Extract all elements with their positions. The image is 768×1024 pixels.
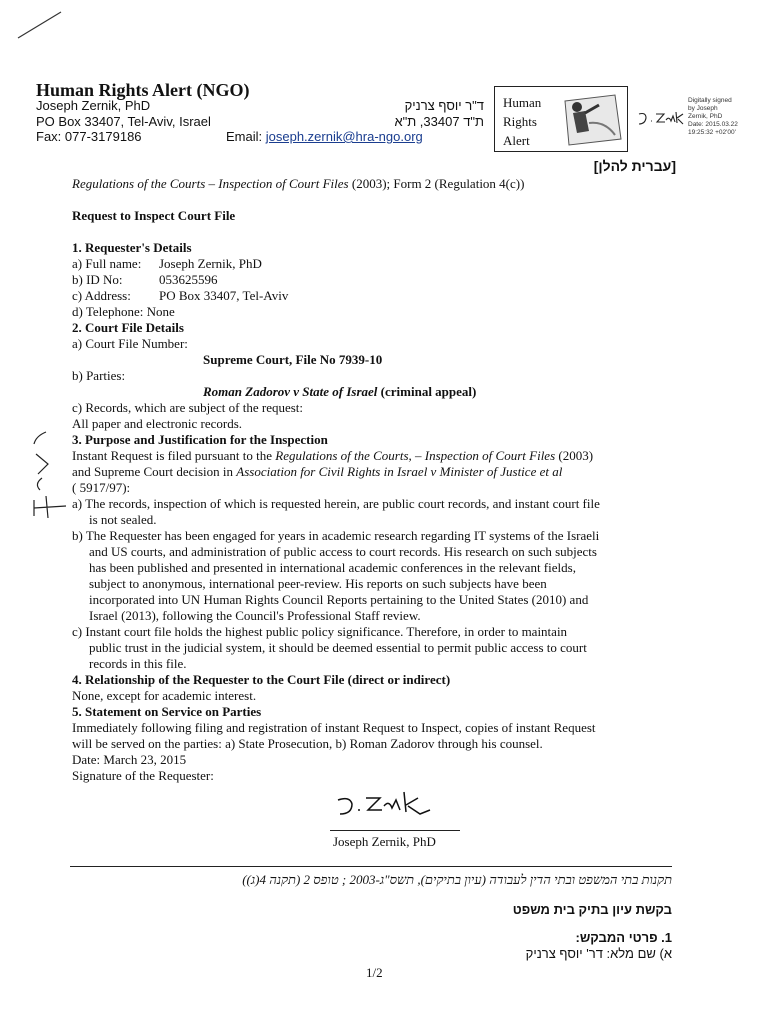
intro-text: and Supreme Court decision in bbox=[72, 464, 237, 479]
email-label: Email: bbox=[226, 129, 263, 144]
margin-annotation bbox=[26, 428, 70, 520]
logo-text-alert: Alert bbox=[503, 133, 530, 148]
reason-b-line: Israel (2013), following the Council's Professional Staff review. bbox=[89, 608, 421, 623]
file-number-label: a) Court File Number: bbox=[72, 336, 188, 351]
section1-heading: 1. Requester's Details bbox=[72, 240, 192, 255]
pen-mark bbox=[15, 8, 65, 42]
parties-case-name: Roman Zadorov v State of Israel bbox=[203, 384, 378, 399]
reason-b-line: incorporated into UN Human Rights Council Reports pertaining to the United States (2010) and bbox=[89, 592, 589, 607]
hebrew-below-marker: [עברית להלן] bbox=[593, 158, 676, 174]
date-line: Date: March 23, 2015 bbox=[72, 752, 187, 767]
reason-b-line: b) The Requester has been engaged for years in academic research regarding IT systems of the Israeli bbox=[72, 528, 600, 543]
intro-regulations: Regulations of the Courts, – Inspection of Court Files bbox=[275, 448, 556, 463]
section5-line: will be served on the parties: a) State Prosecution, b) Roman Zadorov through his counsel. bbox=[72, 736, 543, 751]
reason-c-line: public trust in the judicial system, it should be deemed essential to permit public access to court bbox=[89, 640, 587, 655]
hra-logo bbox=[494, 86, 628, 152]
reason-b-line: subject to anonymous, international peer-review. His reports on such subjects have been bbox=[89, 576, 547, 591]
org-name: Human Rights Alert (NGO) bbox=[36, 80, 250, 100]
section5-line: Immediately following filing and registration of instant Request to Inspect, copies of instant Request bbox=[72, 720, 596, 735]
reason-a-line: is not sealed. bbox=[89, 512, 157, 527]
reason-a-line: a) The records, inspection of which is requested herein, are public court records, and instant court file bbox=[72, 496, 600, 511]
full-name-label: a) Full name: bbox=[72, 256, 142, 271]
address-label: c) Address: bbox=[72, 288, 131, 303]
regulations-line bbox=[72, 176, 524, 192]
page-number: 1/2 bbox=[366, 965, 383, 980]
signature-line bbox=[330, 830, 460, 831]
section3-heading: 3. Purpose and Justification for the Inspection bbox=[72, 432, 328, 447]
id-label: b) ID No: bbox=[72, 272, 123, 287]
digital-signature-line: Digitally signed bbox=[688, 97, 732, 104]
section4-heading: 4. Relationship of the Requester to the Court File (direct or indirect) bbox=[72, 672, 451, 687]
letterhead-person: Joseph Zernik, PhD bbox=[36, 98, 151, 113]
logo-figure-icon bbox=[555, 91, 625, 149]
records-value: All paper and electronic records. bbox=[72, 416, 243, 431]
handwritten-signature bbox=[334, 790, 434, 824]
section3-intro-line: ( 5917/97): bbox=[72, 480, 131, 495]
hebrew-title: בקשת עיון בתיק בית משפט bbox=[512, 902, 672, 917]
hebrew-name: ד"ר יוסף צרניק bbox=[404, 98, 484, 113]
signature-label: Signature of the Requester: bbox=[72, 768, 214, 783]
parties-case-type: (criminal appeal) bbox=[377, 384, 477, 399]
email-link[interactable]: joseph.zernik@hra-ngo.org bbox=[265, 129, 423, 144]
hebrew-regulations: תקנות בתי המשפט ובתי הדין לעבודה (עיון בתיקים), תשס"ג-2003 ; טופס 2 (תקנה 4(ג)) bbox=[242, 872, 672, 887]
intro-text: Instant Request is filed pursuant to the bbox=[72, 448, 276, 463]
records-label: c) Records, which are subject of the request: bbox=[72, 400, 304, 415]
hebrew-address: ת"ד 33407, ת"א bbox=[394, 114, 484, 129]
section3-intro-line bbox=[72, 448, 593, 464]
reason-b-line: and US courts, and administration of public access to court records. His research on such subjects bbox=[89, 544, 597, 559]
logo-text-human: Human bbox=[503, 95, 542, 110]
intro-case: Association for Civil Rights in Israel v Minister of Justice et al bbox=[236, 464, 563, 479]
section4-text: None, except for academic interest. bbox=[72, 688, 257, 703]
digital-signature-line: Zernik, PhD bbox=[688, 113, 723, 120]
hebrew-section1-heading: 1. פרטי המבקש: bbox=[575, 930, 672, 945]
digital-signature-line: Date: 2015.03.22 bbox=[688, 121, 738, 128]
regulations-title: Regulations of the Courts – Inspection of Court Files bbox=[72, 176, 349, 191]
digital-signature-scribble bbox=[636, 108, 686, 130]
digital-signature-line: by Joseph bbox=[688, 105, 718, 112]
logo-text-rights: Rights bbox=[503, 114, 537, 129]
parties bbox=[203, 384, 476, 400]
address-value: PO Box 33407, Tel-Aviv bbox=[159, 288, 289, 303]
file-number: Supreme Court, File No 7939-10 bbox=[203, 352, 383, 367]
full-name-value: Joseph Zernik, PhD bbox=[159, 256, 262, 271]
hebrew-section1-row: א) שם מלא: דר' יוסף צרניק bbox=[525, 946, 672, 961]
doc-title: Request to Inspect Court File bbox=[72, 208, 236, 223]
letterhead-email bbox=[226, 129, 423, 144]
letterhead-fax: Fax: 077-3179186 bbox=[36, 129, 142, 144]
section2-heading: 2. Court File Details bbox=[72, 320, 184, 335]
telephone-row: d) Telephone: None bbox=[72, 304, 175, 319]
reason-c-line: records in this file. bbox=[89, 656, 187, 671]
digital-signature-text bbox=[688, 97, 738, 137]
id-value: 053625596 bbox=[159, 272, 218, 287]
section5-heading: 5. Statement on Service on Parties bbox=[72, 704, 262, 719]
section3-intro-line bbox=[72, 464, 562, 480]
digital-signature-line: 19:25:32 +02'00' bbox=[688, 129, 736, 136]
intro-year: (2003) bbox=[555, 448, 594, 463]
section-divider bbox=[70, 866, 672, 867]
parties-label: b) Parties: bbox=[72, 368, 126, 383]
regulations-form: (2003); Form 2 (Regulation 4(c)) bbox=[348, 176, 525, 191]
letterhead-address: PO Box 33407, Tel-Aviv, Israel bbox=[36, 114, 211, 129]
reason-c-line: c) Instant court file holds the highest public policy significance. Therefore, in order to maintain bbox=[72, 624, 568, 639]
signer-name: Joseph Zernik, PhD bbox=[333, 834, 436, 849]
reason-b-line: has been published and presented in international academic conferences in the relevant fields, bbox=[89, 560, 576, 575]
